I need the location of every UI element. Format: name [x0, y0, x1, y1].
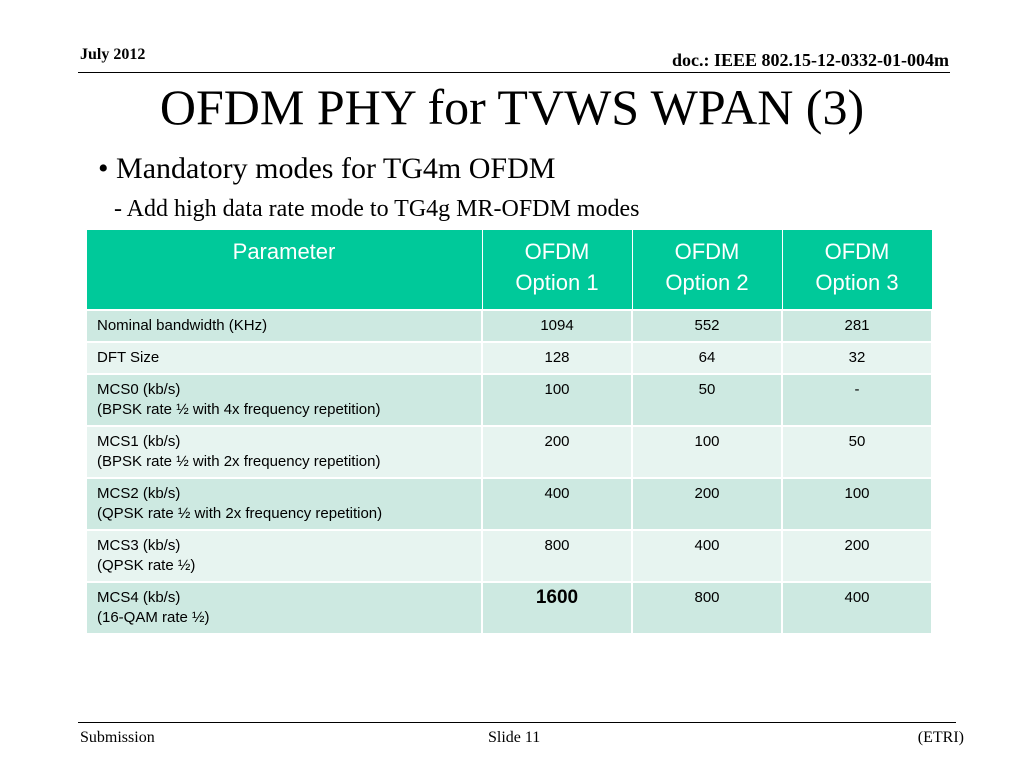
table-row: [86, 478, 932, 530]
cell-option-3: 32: [782, 342, 932, 374]
footer-org: (ETRI): [917, 729, 964, 746]
bullet-level2-text: Add high data rate mode to TG4g MR-OFDM modes: [126, 196, 640, 222]
slide-title: OFDM PHY for TVWS WPAN (3): [159, 79, 865, 135]
table-row: [86, 310, 932, 342]
cell-option-3: 200: [782, 530, 932, 582]
cell-option-1: 1094: [482, 310, 632, 342]
header-option-1: OFDM Option 1: [482, 230, 632, 311]
row-label: Nominal bandwidth (KHz): [86, 310, 482, 342]
cell-option-2: 552: [632, 310, 782, 342]
footer-slide-number: Slide 11: [488, 729, 541, 746]
table-header-row: [86, 230, 932, 311]
row-label: MCS1 (kb/s) (BPSK rate ½ with 2x frequency repetition): [86, 426, 482, 478]
table-row: [86, 530, 932, 582]
footer-submission: Submission: [80, 729, 155, 746]
row-label: DFT Size: [86, 342, 482, 374]
cell-option-2: 800: [632, 582, 782, 634]
table-row: [86, 426, 932, 478]
cell-option-2: 100: [632, 426, 782, 478]
row-label: MCS3 (kb/s) (QPSK rate ½): [86, 530, 482, 582]
header-doc-id: doc.: IEEE 802.15-12-0332-01-004m: [672, 50, 949, 70]
cell-option-2: 64: [632, 342, 782, 374]
cell-option-3: 100: [782, 478, 932, 530]
cell-option-3: 281: [782, 310, 932, 342]
cell-option-3: 50: [782, 426, 932, 478]
table-row: [86, 582, 932, 634]
cell-option-1-highlight: 1600: [482, 582, 632, 634]
header-parameter: Parameter: [86, 230, 482, 311]
header-divider: [78, 72, 950, 73]
cell-option-3: 400: [782, 582, 932, 634]
cell-option-1: 800: [482, 530, 632, 582]
bullet-level1-text: Mandatory modes for TG4m OFDM: [116, 152, 556, 185]
row-label: MCS4 (kb/s) (16-QAM rate ½): [86, 582, 482, 634]
footer-divider: [78, 722, 956, 723]
cell-option-1: 200: [482, 426, 632, 478]
cell-option-1: 100: [482, 374, 632, 426]
cell-option-2: 50: [632, 374, 782, 426]
parameter-table: [85, 229, 933, 635]
header-date: July 2012: [80, 46, 146, 63]
cell-option-3: -: [782, 374, 932, 426]
table-row: [86, 374, 932, 426]
cell-option-2: 400: [632, 530, 782, 582]
table-row: [86, 342, 932, 374]
cell-option-1: 400: [482, 478, 632, 530]
header-option-3: OFDM Option 3: [782, 230, 932, 311]
row-label: MCS0 (kb/s) (BPSK rate ½ with 4x frequency repetition): [86, 374, 482, 426]
cell-option-1: 128: [482, 342, 632, 374]
bullet-level1: • Mandatory modes for TG4m OFDM: [98, 152, 556, 185]
row-label: MCS2 (kb/s) (QPSK rate ½ with 2x frequency repetition): [86, 478, 482, 530]
header-option-2: OFDM Option 2: [632, 230, 782, 311]
bullet-level2: - Add high data rate mode to TG4g MR-OFDM modes: [114, 196, 640, 222]
cell-option-2: 200: [632, 478, 782, 530]
